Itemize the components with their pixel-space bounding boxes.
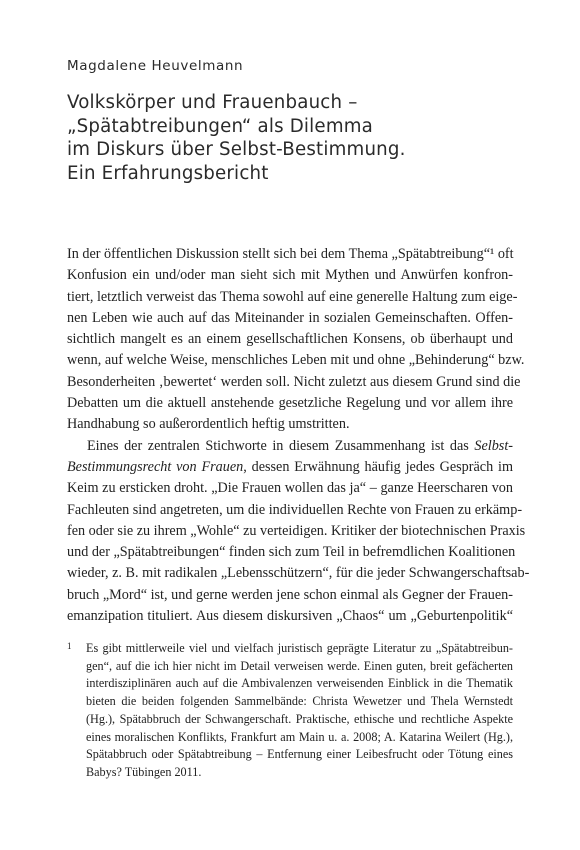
text-line: Fachleuten sind angetreten, um die individuellen Rechte von Frauen zu erkämp-	[67, 501, 523, 518]
body-text	[67, 244, 530, 627]
text-run: , dessen Erwähnung häufig jedes Gespräch im	[243, 458, 514, 475]
footnote-text	[86, 640, 513, 782]
footnote-number: 1	[67, 641, 72, 651]
footnote-line: Spätabbruch oder Spätabtreibung – Entfernung einer Leibesfrucht oder Tötung eines	[86, 747, 513, 762]
text-line: emanzipation tituliert. Aus diesem diskursiven „Chaos“ um „Geburtenpolitik“	[67, 608, 513, 625]
footnote-line: Es gibt mittlerweile viel und vielfach juristisch geprägte Literatur zu „Spätabtreibun-	[86, 641, 513, 655]
text-line: fen oder sie zu ihrem „Wohle“ zu verteidigen. Kritiker der biotechnischen Praxis	[67, 522, 526, 539]
text-line: Konfusion ein und/oder man sieht sich mit Mythen und Anwürfen konfron-	[67, 267, 513, 284]
text-line	[67, 457, 513, 478]
paragraph-2	[67, 436, 530, 628]
title-line: Volkskörper und Frauenbauch –	[67, 92, 358, 113]
text-line: Besonderheiten ‚bewertet‘ werden soll. Nicht zuletzt aus diesem Grund sind die	[67, 373, 521, 390]
footnote-line: interdisziplinären auch auf die Ambivalenzen verweisenden Einblick in die Thematik	[86, 676, 513, 691]
footnote-line: eines moralischen Konflikts, Frankfurt am Main u. a. 2008; A. Katarina Weilert (Hg.),	[86, 729, 513, 744]
text-line: wieder, z. B. mit radikalen „Lebensschützern“, für die jeder Schwangerschaftsab-	[67, 565, 530, 582]
title-line: „Spätabtreibungen“ als Dilemma	[67, 115, 374, 137]
footnote-line: Babys? Tübingen 2011.	[86, 764, 202, 779]
paragraph-1	[67, 244, 525, 436]
text-line: und der „Spätabtreibungen“ finden sich zum Teil in befremdlichen Koalitionen	[67, 544, 516, 561]
text-line: In der öffentlichen Diskussion stellt sich bei dem Thema „Spätabtreibung“¹ oft	[67, 246, 514, 262]
chapter-title	[67, 91, 527, 185]
text-line: bruch „Mord“ ist, und gerne werden jene schon einmal als Gegner der Frauen-	[67, 586, 513, 603]
italic-text: Selbst-	[474, 437, 513, 454]
footnote-line: bieten die beiden folgenden Sammelbände: Christa Wewetzer und Thela Wernstedt	[86, 694, 513, 709]
text-line: nen Leben wie auch auf das Miteinander in sozialen Gemeinschaften. Offen-	[67, 309, 513, 326]
text-line: tiert, letztlich verweist das Thema sowohl auf eine generelle Haltung zum eige-	[67, 288, 518, 305]
title-line: Ein Erfahrungsbericht	[67, 162, 269, 184]
italic-text: Bestimmungsrecht von Frauen	[67, 458, 244, 475]
text-line: Debatten um die aktuell anstehende gesetzliche Regelung und vor allem ihre	[67, 395, 513, 412]
author-name: Magdalene Heuvelmann	[67, 58, 244, 74]
text-line: Handhabung so außerordentlich heftig umstritten.	[67, 416, 350, 433]
footnote	[67, 640, 513, 782]
text-line: sichtlich mangelt es an einem gesellschaftlichen Konsens, ob überhaupt und	[67, 331, 513, 348]
text-line: Keim zu ersticken droht. „Die Frauen wollen das ja“ – ganze Heerscharen von	[67, 480, 513, 497]
text-run: Eines der zentralen Stichworte in diesem Zusammenhang ist das	[87, 437, 475, 454]
title-line: im Diskurs über Selbst-Bestimmung.	[67, 139, 406, 160]
text-line: wenn, auf welche Weise, menschliches Leben mit und ohne „Behinderung“ bzw.	[67, 352, 525, 369]
footnote-line: gen“, auf die ich hier nicht im Detail verweisen werde. Einen guten, breit gefächerten	[86, 658, 513, 673]
footnote-line: (Hg.), Spätabbruch der Schwangerschaft. Praktische, ethische und rechtliche Aspekte	[86, 711, 513, 726]
text-line	[67, 436, 513, 457]
